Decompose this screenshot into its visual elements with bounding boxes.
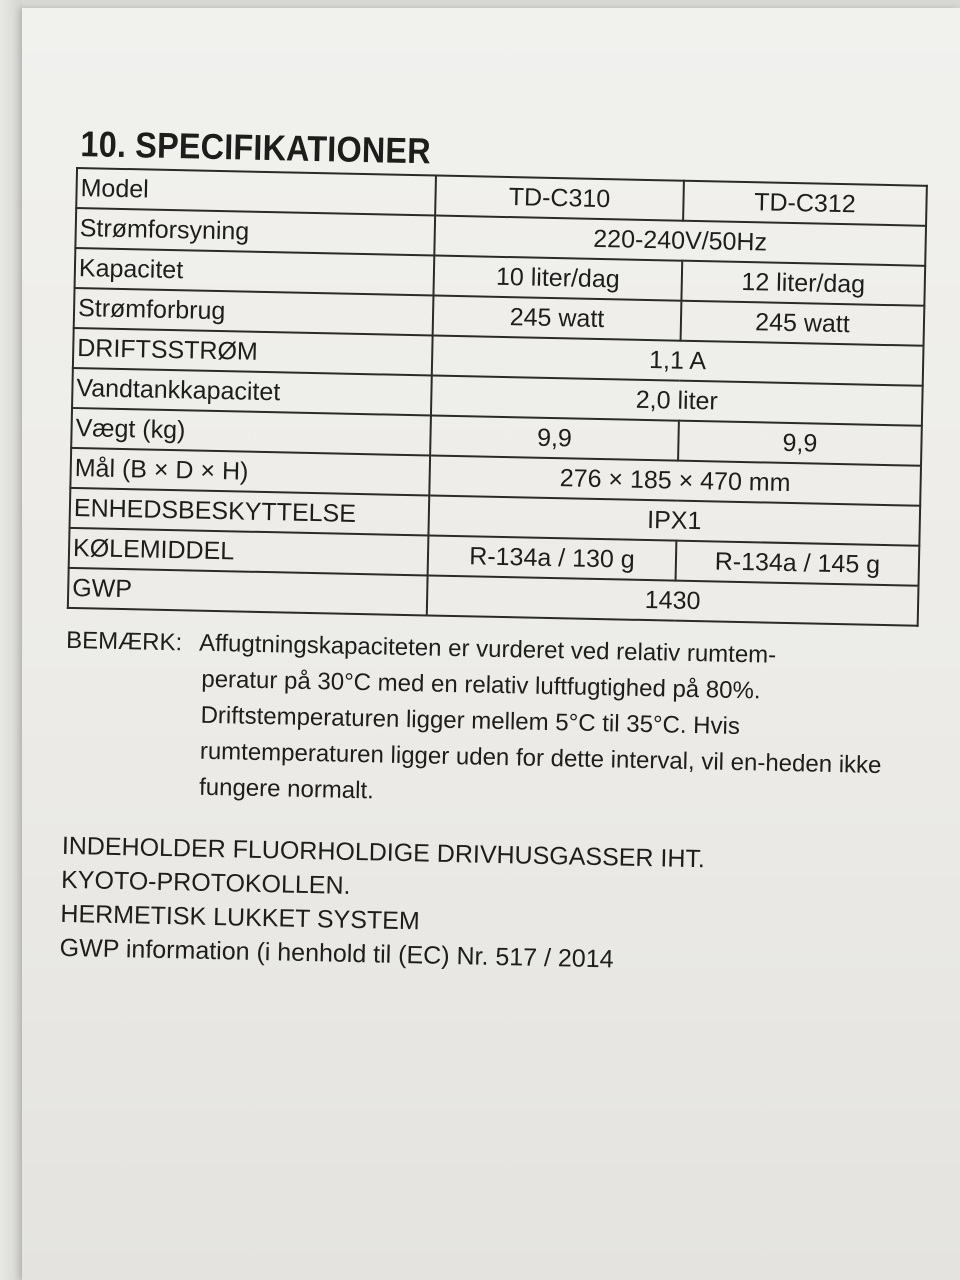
row-label: ENHEDSBESKYTTELSE	[70, 488, 430, 536]
manual-page	[22, 8, 960, 1280]
cell-td-c312: R-134a / 145 g	[676, 541, 920, 586]
note-rest: peratur på 30°C med en relativ luftfugtighed på 80%. Driftstemperaturen ligger mellem 5°C til 35°C. Hvis rumtemperaturen ligger uden for dette interval, vil en-heden ikke fungere normalt.	[198, 665, 882, 805]
gas-info-line: INDEHOLDER FLUORHOLDIGE DRIVHUSGASSER IHT.	[61, 831, 706, 874]
cell-td-c310: 245 watt	[433, 296, 682, 341]
note-text	[63, 623, 917, 821]
cell-td-c312: 12 liter/dag	[681, 261, 925, 306]
cell-shared: 1430	[427, 575, 919, 625]
cell-td-c312: TD-C312	[683, 181, 927, 226]
cell-td-c310: 10 liter/dag	[433, 256, 682, 301]
cell-shared: IPX1	[428, 495, 920, 545]
row-label: Kapacitet	[75, 248, 435, 296]
cell-td-c310: TD-C310	[435, 176, 684, 221]
row-label: Vægt (kg)	[71, 408, 431, 456]
row-label: Model	[76, 168, 436, 216]
cell-td-c312: 245 watt	[681, 301, 925, 346]
row-label: Strømforsyning	[75, 208, 435, 256]
spec-table	[67, 167, 928, 627]
cell-shared: 2,0 liter	[431, 375, 923, 425]
row-label: GWP	[68, 568, 428, 616]
gas-info-line: KYOTO-PROTOKOLLEN.	[60, 865, 351, 900]
cell-td-c310: R-134a / 130 g	[428, 535, 677, 580]
row-label: Strømforbrug	[74, 288, 434, 336]
cell-shared: 276 × 185 × 470 mm	[429, 455, 921, 505]
page-content	[59, 123, 956, 983]
cell-td-c312: 9,9	[678, 421, 922, 466]
row-label: KØLEMIDDEL	[69, 528, 429, 576]
row-label: Mål (B × D × H)	[70, 448, 430, 496]
cell-shared: 1,1 A	[432, 335, 924, 385]
cell-td-c310: 9,9	[430, 415, 679, 460]
booklet-left-page-edge	[0, 0, 22, 1280]
section-title: 10. SPECIFIKATIONER	[80, 123, 432, 172]
gas-info-block	[59, 829, 912, 983]
note-first-line: Affugtningskapaciteten er vurderet ved relativ rumtem-	[198, 629, 777, 669]
note-label: BEMÆRK:	[65, 626, 183, 657]
gas-info-line: HERMETISK LUKKET SYSTEM	[60, 899, 420, 936]
cell-shared: 220-240V/50Hz	[434, 216, 926, 266]
row-label: DRIFTSSTRØM	[73, 328, 433, 376]
gas-info-line: GWP information (i henhold til (EC) Nr. 517 / 2014	[59, 933, 614, 974]
note-block	[63, 623, 917, 821]
row-label: Vandtankkapacitet	[72, 368, 432, 416]
